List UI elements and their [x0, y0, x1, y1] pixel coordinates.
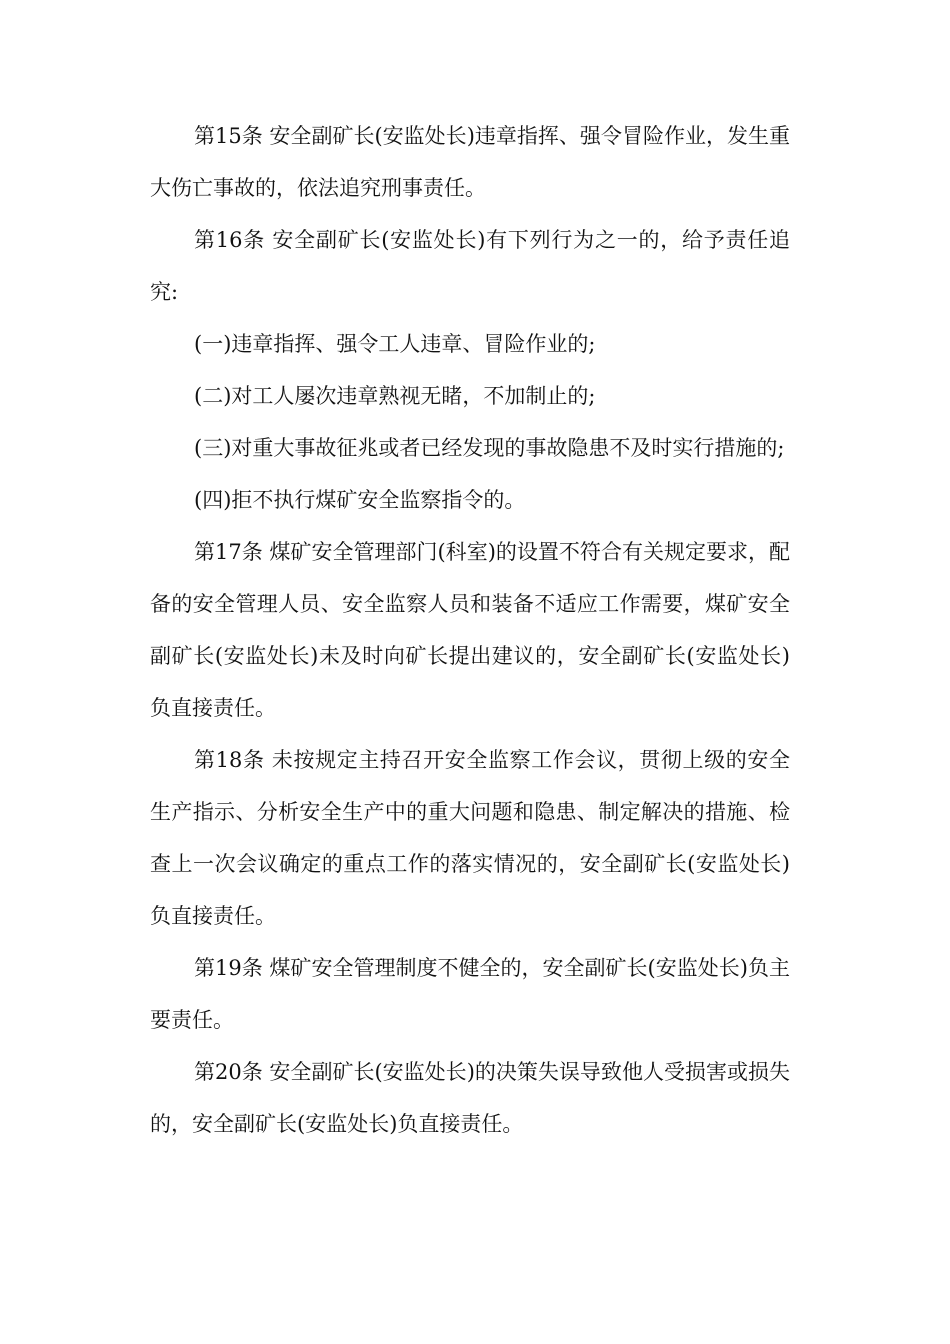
article-17-paragraph: 第17条 煤矿安全管理部门(科室)的设置不符合有关规定要求，配备的安全管理人员、安全监察人员和装备不适应工作需要，煤矿安全副矿长(安监处长)未及时向矿长提出建议的，安全副矿长(安监处长)负直接责任。 — [150, 540, 790, 720]
article-16-item-1: (一)违章指挥、强令工人违章、冒险作业的; — [194, 332, 596, 356]
article-16-item-3: (三)对重大事故征兆或者已经发现的事故隐患不及时实行措施的; — [194, 436, 785, 460]
article-15-paragraph: 第15条 安全副矿长(安监处长)违章指挥、强令冒险作业，发生重大伤亡事故的，依法追究刑事责任。 — [150, 124, 790, 200]
article-16-item-4: (四)拒不执行煤矿安全监察指令的。 — [194, 488, 526, 512]
article-16-item-2: (二)对工人屡次违章熟视无睹，不加制止的; — [194, 384, 596, 408]
article-18-paragraph: 第18条 未按规定主持召开安全监察工作会议，贯彻上级的安全生产指示、分析安全生产中的重大问题和隐患、制定解决的措施、检查上一次会议确定的重点工作的落实情况的，安全副矿长(安监处长)负直接责任。 — [150, 748, 790, 928]
document-body — [150, 110, 790, 1150]
article-20-paragraph: 第20条 安全副矿长(安监处长)的决策失误导致他人受损害或损失的，安全副矿长(安监处长)负直接责任。 — [150, 1060, 790, 1136]
article-19-paragraph: 第19条 煤矿安全管理制度不健全的，安全副矿长(安监处长)负主要责任。 — [150, 956, 790, 1032]
article-16-paragraph: 第16条 安全副矿长(安监处长)有下列行为之一的，给予责任追究: — [150, 228, 790, 304]
